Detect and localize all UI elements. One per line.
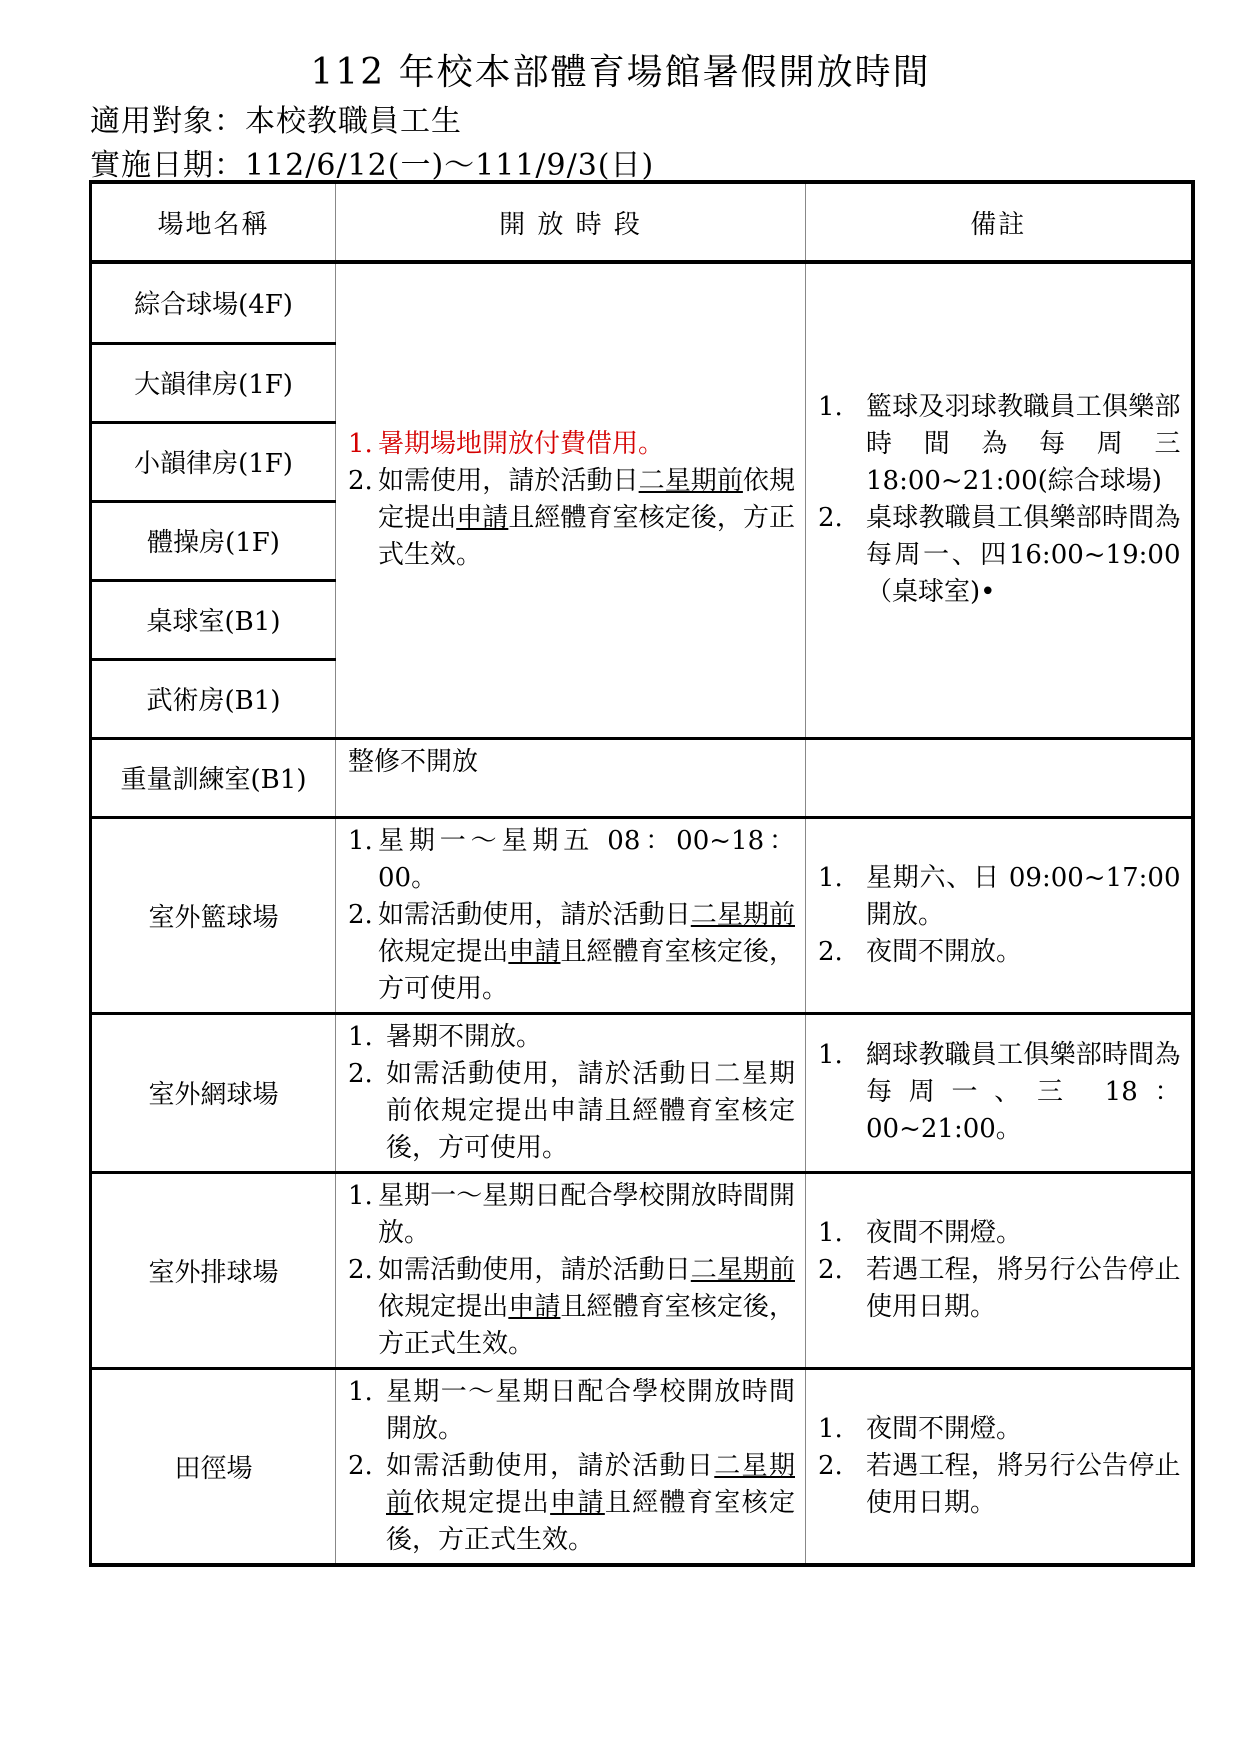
list-item: 1. 暑期不開放。	[348, 1021, 543, 1052]
header-hours: 開 放 時 段	[336, 182, 806, 262]
notes-cell	[806, 1172, 1193, 1368]
venue-name: 大韻律房(1F)	[91, 343, 336, 422]
list-item: 1. 星期一～星期日配合學校開放時間開放。	[348, 1376, 795, 1444]
table-row	[91, 1368, 1193, 1565]
list-item: 1. 星期六、日 09:00~17:00 開放。	[818, 862, 1181, 930]
table-row	[91, 738, 1193, 817]
venue-name: 室外籃球場	[91, 817, 336, 1013]
list-item: 1. 網球教職員工俱樂部時間為每周一、三 18：00~21:00。	[818, 1040, 1181, 1144]
schedule-table	[89, 180, 1195, 1567]
list-item: 1. 星期一～星期五 08：00~18：00。	[348, 825, 795, 893]
table-row	[91, 262, 1193, 343]
group-notes-cell	[806, 262, 1193, 738]
group-hours-cell	[336, 262, 806, 738]
venue-name: 體操房(1F)	[91, 501, 336, 580]
period-line: 實施日期：112/6/12(一)～111/9/3(日)	[90, 148, 655, 183]
list-item: 1. 星期一～星期日配合學校開放時間開放。	[348, 1180, 795, 1248]
table-header-row	[91, 182, 1193, 262]
hours-cell: 整修不開放	[336, 738, 806, 817]
venue-name: 重量訓練室(B1)	[91, 738, 336, 817]
list-item: 2. 桌球教職員工俱樂部時間為每周一、四16:00~19:00（桌球室)•	[818, 503, 1181, 608]
hours-cell	[336, 1368, 806, 1565]
notes-cell	[806, 1013, 1193, 1172]
notes-cell	[806, 738, 1193, 817]
target-line: 適用對象：本校教職員工生	[90, 104, 462, 139]
list-item: 1. 夜間不開燈。	[818, 1413, 1023, 1444]
venue-name: 綜合球場(4F)	[91, 262, 336, 343]
venue-name: 室外網球場	[91, 1013, 336, 1172]
page-title: 112 年校本部體育場館暑假開放時間	[310, 52, 931, 93]
list-item: 2. 如需活動使用，請於活動日二星期前依規定提出申請且經體育室核定後，方可使用。	[348, 1058, 795, 1163]
notes-cell	[806, 1368, 1193, 1565]
table-row	[91, 817, 1193, 1013]
hours-cell	[336, 817, 806, 1013]
venue-name: 小韻律房(1F)	[91, 422, 336, 501]
list-item: 2. 若遇工程，將另行公告停止使用日期。	[818, 1450, 1181, 1518]
table-row	[91, 1013, 1193, 1172]
list-item: 2. 如需活動使用，請於活動日二星期前依規定提出申請且經體育室核定後，方正式生效。	[348, 1450, 795, 1555]
venue-name: 武術房(B1)	[91, 659, 336, 738]
header-venue: 場地名稱	[91, 182, 336, 262]
notes-cell	[806, 817, 1193, 1013]
list-item: 1. 籃球及羽球教職員工俱樂部時間為每周三18:00~21:00(綜合球場)	[818, 392, 1181, 497]
list-item: 2. 若遇工程，將另行公告停止使用日期。	[818, 1254, 1181, 1322]
list-item: 2. 如需活動使用，請於活動日二星期前依規定提出申請且經體育室核定後，方可使用。	[348, 899, 795, 1004]
venue-name: 田徑場	[91, 1368, 336, 1565]
list-item: 2. 如需活動使用，請於活動日二星期前依規定提出申請且經體育室核定後，方正式生效。	[348, 1254, 795, 1359]
header-notes: 備註	[806, 182, 1193, 262]
list-item: 2. 如需使用，請於活動日二星期前依規定提出申請且經體育室核定後，方正式生效。	[348, 466, 795, 571]
hours-cell	[336, 1013, 806, 1172]
venue-name: 室外排球場	[91, 1172, 336, 1368]
list-item: 1. 夜間不開燈。	[818, 1217, 1023, 1248]
hours-cell	[336, 1172, 806, 1368]
table-row	[91, 1172, 1193, 1368]
list-item: 2. 夜間不開放。	[818, 936, 1023, 967]
venue-name: 桌球室(B1)	[91, 580, 336, 659]
list-item: 1. 暑期場地開放付費借用。	[348, 429, 665, 460]
